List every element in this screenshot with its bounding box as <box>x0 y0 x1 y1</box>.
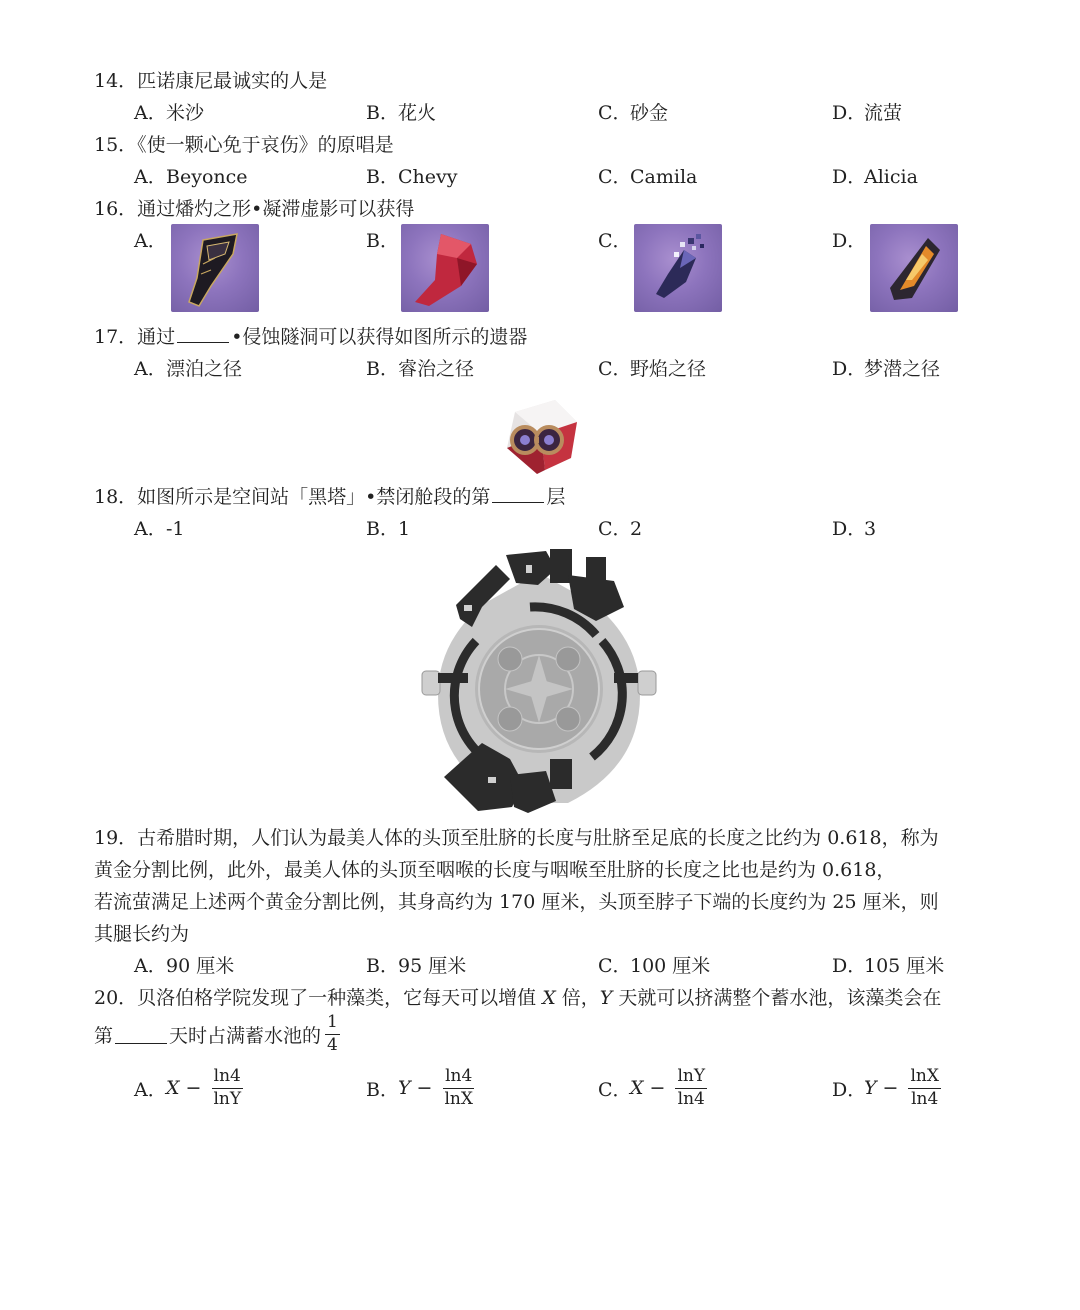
q18-option-b: B．1 <box>366 518 411 540</box>
question-19-line-4: 其腿长约为 <box>94 923 190 945</box>
q14-option-b: B．花火 <box>366 102 437 124</box>
fill-in-blank <box>492 484 544 503</box>
fill-in-blank <box>177 324 229 343</box>
fraction-one-quarter: $\frac{1}{4}$ <box>327 1012 338 1055</box>
q20-option-c: C． X − $\frac{\ln Y}{\ln 4}$ <box>598 1066 706 1109</box>
q14-option-c: C．砂金 <box>598 102 669 124</box>
question-16-stem: 16．通过燔灼之形•凝滞虚影可以获得 <box>94 198 415 220</box>
red-crystal-item-image <box>401 224 489 312</box>
q20-option-a: A． X − $\frac{\ln 4}{\ln Y}$ <box>134 1066 242 1109</box>
question-19-line-1: 19．古希腊时期，人们认为最美人体的头顶至肚脐的长度与肚脐至足底的长度之比约为 0.618，称为 <box>94 827 939 849</box>
question-14-stem: 14．匹诺康尼最诚实的人是 <box>94 70 328 92</box>
q16-option-c-label: C． <box>598 230 632 252</box>
dark-gauntlet-item-image <box>171 224 259 312</box>
q16-option-a-label: A． <box>134 230 167 252</box>
fill-in-blank <box>115 1025 167 1044</box>
question-20-line-2: 第 天时占满蓄水池的 $\frac{1}{4}$ <box>94 1012 338 1055</box>
question-19-line-2: 黄金分割比例，此外，最美人体的头顶至咽喉的长度与咽喉至肚脐的长度之比也是约为 0.618， <box>94 859 896 881</box>
question-20-line-1: 20．贝洛伯格学院发现了一种藻类，它每天可以增值 X 倍，Y 天就可以挤满整个蓄水池，该藻类会在 <box>94 987 942 1009</box>
q18-option-c: C．2 <box>598 518 643 540</box>
q15-option-b: B．Chevy <box>366 166 458 188</box>
q18-option-a: A．-1 <box>134 518 185 540</box>
q17-option-c: C．野焰之径 <box>598 358 707 380</box>
question-17-stem: 17．通过 •侵蚀隧洞可以获得如图所示的遗器 <box>94 326 528 348</box>
q19-option-b: B．95 厘米 <box>366 955 467 977</box>
q19-option-a: A．90 厘米 <box>134 955 235 977</box>
q17-option-b: B．睿治之径 <box>366 358 475 380</box>
q17-option-a: A．漂泊之径 <box>134 358 243 380</box>
q14-option-d: D．流萤 <box>832 102 903 124</box>
amber-crystal-item-image <box>870 224 958 312</box>
q17-option-d: D．梦潜之径 <box>832 358 941 380</box>
q19-option-d: D．105 厘米 <box>832 955 945 977</box>
q16-option-b-label: B． <box>366 230 399 252</box>
q18-option-d: D．3 <box>832 518 877 540</box>
question-15-stem: 15．《使一颗心免于哀伤》的原唱是 <box>94 134 394 156</box>
q20-option-d: D． Y − $\frac{\ln X}{\ln 4}$ <box>832 1066 939 1109</box>
question-19-line-3: 若流萤满足上述两个黄金分割比例，其身高约为 170 厘米，头顶至脖子下端的长度约为 25 厘米，则 <box>94 891 939 913</box>
q15-option-a: A．Beyonce <box>134 166 248 188</box>
q15-option-d: D．Alicia <box>832 166 918 188</box>
q20-option-b: B． Y − $\frac{\ln 4}{\ln X}$ <box>366 1066 473 1109</box>
q16-option-d-label: D． <box>832 230 867 252</box>
q14-option-a: A．米沙 <box>134 102 205 124</box>
q15-option-c: C．Camila <box>598 166 698 188</box>
space-station-map-image <box>418 545 660 817</box>
q19-option-c: C．100 厘米 <box>598 955 711 977</box>
question-18-stem: 18．如图所示是空间站「黑塔」•禁闭舱段的第 层 <box>94 486 566 508</box>
relic-goggles-image <box>497 392 585 480</box>
shattered-crystal-item-image <box>634 224 722 312</box>
